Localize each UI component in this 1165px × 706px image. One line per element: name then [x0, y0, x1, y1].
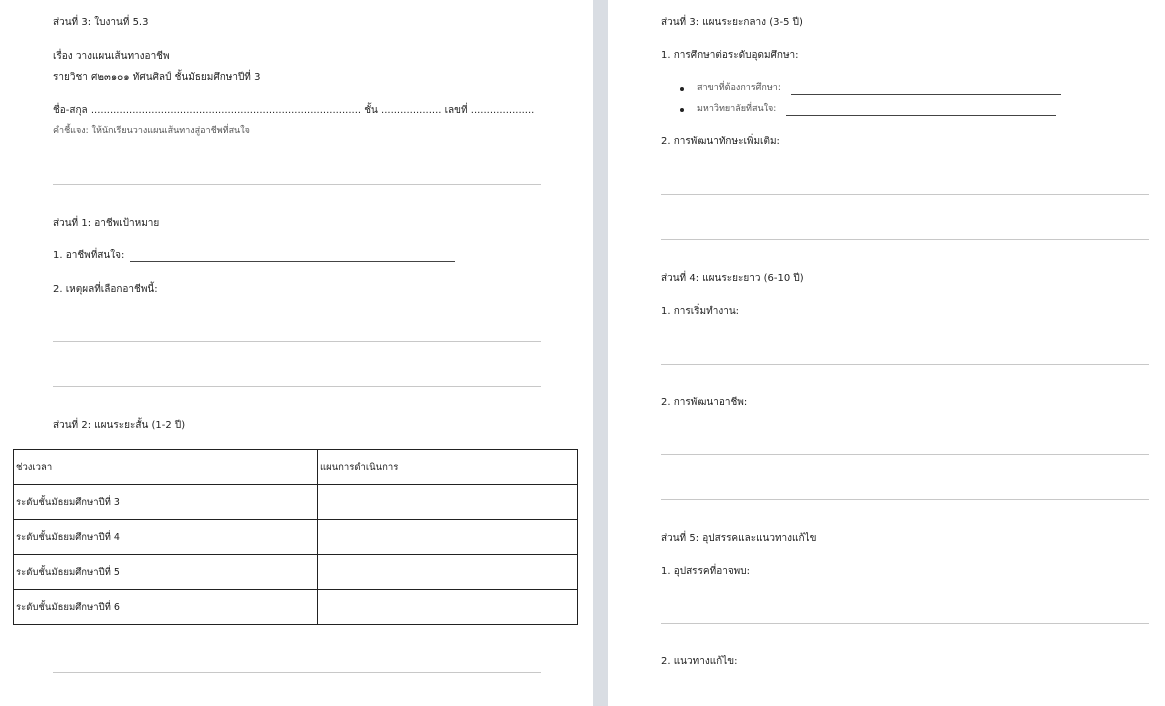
section1-q2-label: 2. เหตุผลที่เลือกอาชีพนี้:	[53, 284, 158, 295]
document-page-right	[608, 0, 1165, 706]
topic-title: เรื่อง วางแผนเส้นทางอาชีพ	[53, 51, 170, 62]
table-cell-period: ระดับชั้นมัธยมศึกษาปีที่ 6	[14, 590, 318, 625]
university-blank[interactable]	[786, 115, 1056, 116]
career-development-answer-line[interactable]	[661, 499, 1149, 500]
divider-line	[53, 672, 541, 673]
reason-answer-line[interactable]	[53, 341, 541, 342]
table-header-row	[14, 450, 578, 485]
reason-answer-line[interactable]	[53, 386, 541, 387]
divider-line	[53, 184, 541, 185]
section4-q1-label: 1. การเริ่มทำงาน:	[661, 306, 740, 317]
field-of-study-blank[interactable]	[791, 94, 1061, 95]
section3-q2-label: 2. การพัฒนาทักษะเพิ่มเติม:	[661, 136, 780, 147]
section3-q1-label: 1. การศึกษาต่อระดับอุดมศึกษา:	[661, 50, 799, 61]
career-answer-blank[interactable]	[130, 261, 455, 262]
table-cell-period: ระดับชั้นมัธยมศึกษาปีที่ 5	[14, 555, 318, 590]
section5-title: ส่วนที่ 5: อุปสรรคและแนวทางแก้ไข	[661, 533, 817, 544]
table-cell-plan[interactable]	[318, 555, 578, 590]
section3-title: ส่วนที่ 3: แผนระยะกลาง (3-5 ปี)	[661, 17, 803, 28]
section1-title: ส่วนที่ 1: อาชีพเป้าหมาย	[53, 218, 160, 229]
skills-answer-line[interactable]	[661, 239, 1149, 240]
page-gutter	[593, 0, 608, 706]
table-cell-period: ระดับชั้นมัธยมศึกษาปีที่ 4	[14, 520, 318, 555]
table-row	[14, 555, 578, 590]
table-row	[14, 520, 578, 555]
obstacle-answer-line[interactable]	[661, 623, 1149, 624]
short-term-plan-table	[13, 449, 578, 625]
table-cell-period: ระดับชั้นมัธยมศึกษาปีที่ 3	[14, 485, 318, 520]
section5-q1-label: 1. อุปสรรคที่อาจพบ:	[661, 566, 750, 577]
table-row	[14, 485, 578, 520]
bullet-dot	[680, 87, 684, 91]
start-work-answer-line[interactable]	[661, 364, 1149, 365]
career-development-answer-line[interactable]	[661, 454, 1149, 455]
field-of-study-label: สาขาที่ต้องการศึกษา:	[697, 83, 781, 93]
table-cell-plan[interactable]	[318, 485, 578, 520]
section4-q2-label: 2. การพัฒนาอาชีพ:	[661, 397, 748, 408]
skills-answer-line[interactable]	[661, 194, 1149, 195]
table-row	[14, 590, 578, 625]
section2-title: ส่วนที่ 2: แผนระยะสั้น (1-2 ปี)	[53, 420, 186, 431]
section5-q2-label: 2. แนวทางแก้ไข:	[661, 656, 738, 667]
bullet-dot	[680, 108, 684, 112]
university-label: มหาวิทยาลัยที่สนใจ:	[697, 104, 777, 114]
student-name-line: ชื่อ-สกุล ..................................................................................... ชั้น ................... เลขที่ ....................	[53, 105, 535, 116]
instruction-text: คำชี้แจง: ให้นักเรียนวางแผนเส้นทางสู่อาชีพที่สนใจ	[53, 126, 250, 136]
table-header-cell: แผนการดำเนินการ	[318, 450, 578, 485]
table-header-cell: ช่วงเวลา	[14, 450, 318, 485]
worksheet-header: ส่วนที่ 3: ใบงานที่ 5.3	[53, 17, 149, 28]
course-line: รายวิชา ศ๒๓๑๐๑ ทัศนศิลป์ ชั้นมัธยมศึกษาปีที่ 3	[53, 72, 261, 83]
section1-q1-label: 1. อาชีพที่สนใจ:	[53, 250, 125, 261]
table-cell-plan[interactable]	[318, 590, 578, 625]
section4-title: ส่วนที่ 4: แผนระยะยาว (6-10 ปี)	[661, 273, 804, 284]
table-cell-plan[interactable]	[318, 520, 578, 555]
